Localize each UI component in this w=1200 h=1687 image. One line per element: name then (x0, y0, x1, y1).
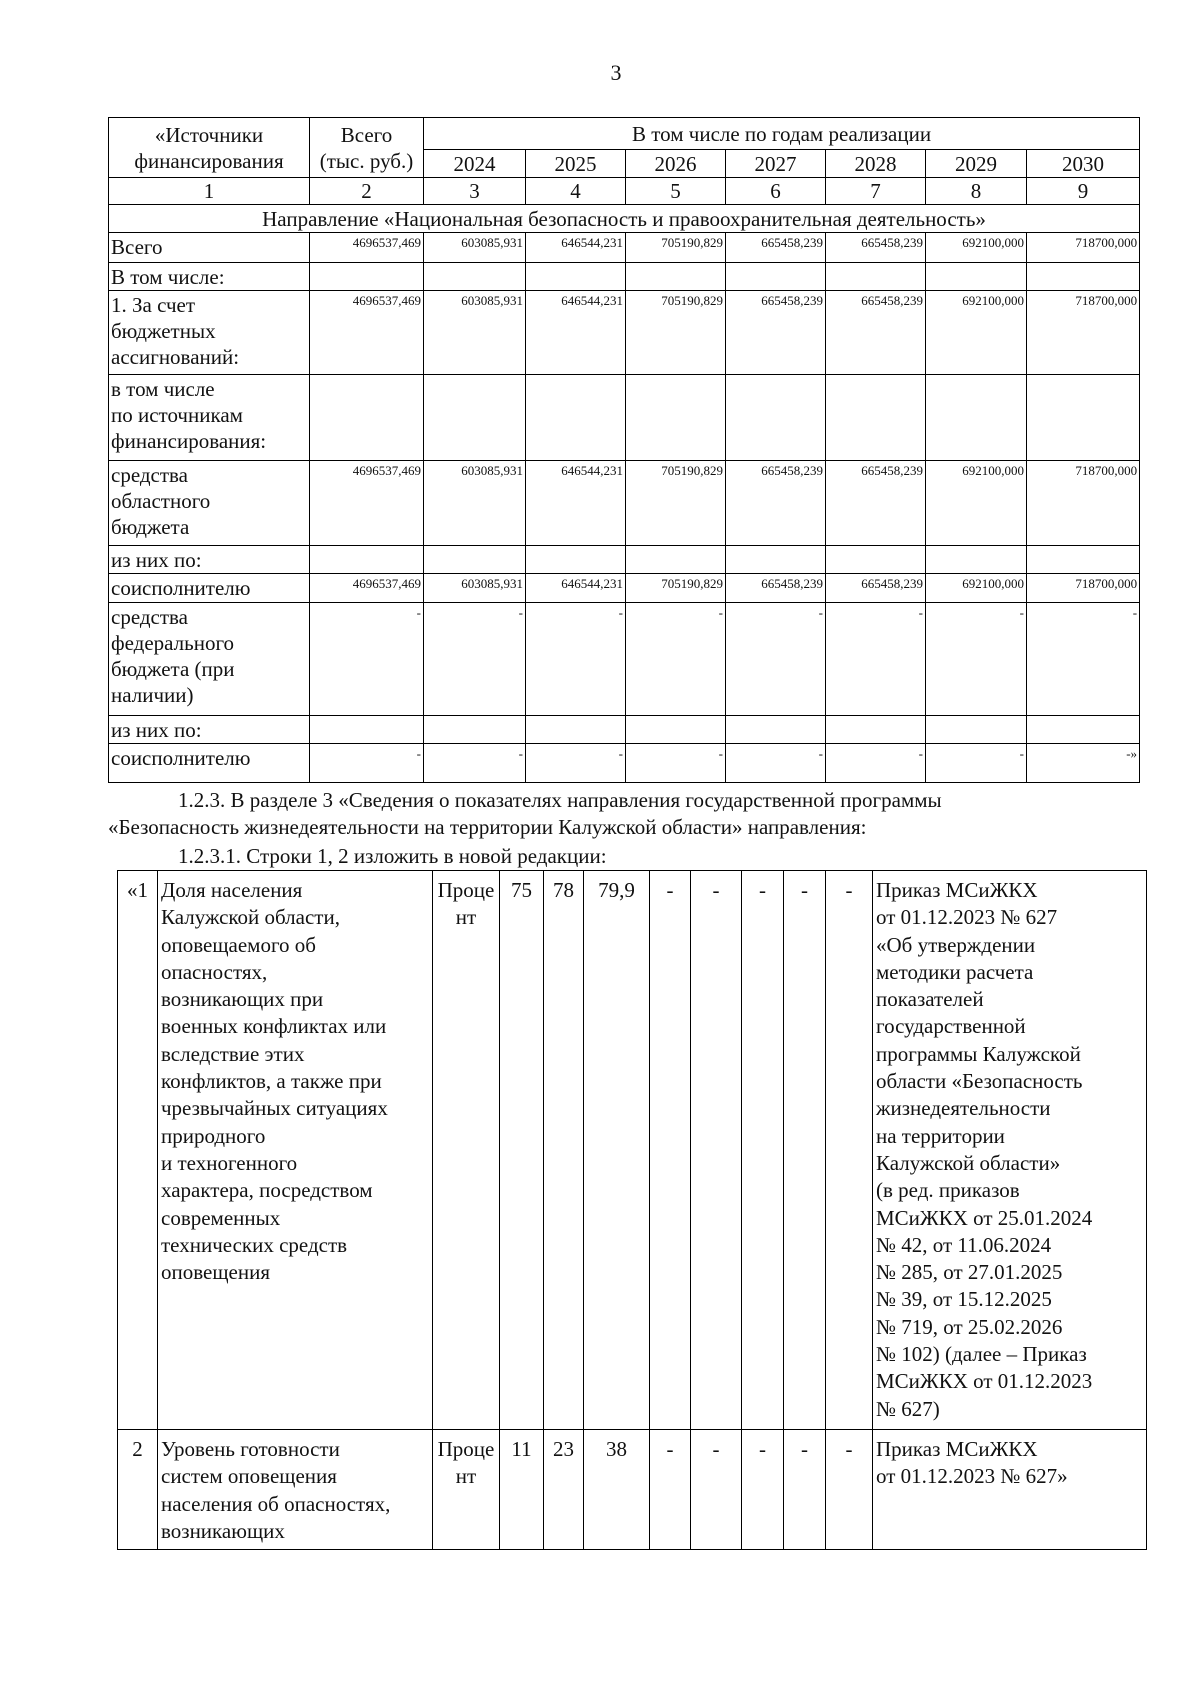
funding-value-cell: 4696537,469 (310, 461, 424, 546)
header-year: 2026 (626, 150, 726, 178)
funding-value-cell: 718700,000 (1027, 233, 1140, 263)
funding-value-cell: 646544,231 (526, 574, 626, 603)
funding-value-cell: - (726, 744, 826, 783)
funding-value-cell (726, 375, 826, 461)
header-years-caption: В том числе по годам реализации (424, 118, 1140, 150)
funding-value-cell: - (424, 603, 526, 716)
funding-value-cell: 665458,239 (826, 233, 926, 263)
column-number: 9 (1027, 178, 1140, 205)
funding-value-cell (826, 263, 926, 291)
funding-value-cell: - (1027, 603, 1140, 716)
column-number: 1 (109, 178, 310, 205)
funding-value-cell: - (310, 744, 424, 783)
indicator-value: 23 (544, 1430, 584, 1550)
funding-value-cell (310, 546, 424, 574)
indicator-number: 2 (118, 1430, 158, 1550)
funding-value-cell (310, 716, 424, 744)
header-year: 2030 (1027, 150, 1140, 178)
funding-row (109, 546, 1140, 574)
indicators-table (117, 870, 1147, 1550)
funding-value-cell: 646544,231 (526, 233, 626, 263)
funding-value-cell: 718700,000 (1027, 461, 1140, 546)
header-year: 2024 (424, 150, 526, 178)
header-total: Всего (тыс. руб.) (310, 118, 424, 178)
funding-value-cell: - (526, 744, 626, 783)
indicator-value: - (691, 871, 742, 1430)
funding-value-cell (626, 716, 726, 744)
funding-value-cell: - (310, 603, 424, 716)
funding-value-cell (726, 263, 826, 291)
paragraph-section-1-2-3: 1.2.3. В разделе 3 «Сведения о показателях направления государственной программы «Безопасность жизнедеятельности на территории Калужской области» направления: (108, 788, 942, 839)
funding-value-cell (1027, 716, 1140, 744)
funding-value-cell: 665458,239 (826, 574, 926, 603)
funding-row (109, 603, 1140, 716)
indicator-document: Приказ МСиЖКХ от 01.12.2023 № 627 «Об утверждении методики расчета показателей государственной программы Калужской области «Безопасность жизнедеятельности на территории Калужской области» (в ред. приказов МСиЖКХ от 25.01.2024 № 42, от 11.06.2024 № 285, от 27.01.2025 № 39, от 15.12.2025 № 719, от 25.02.2026 № 102) (далее – Приказ МСиЖКХ от 01.12.2023 № 627) (873, 871, 1147, 1430)
funding-value-cell: 665458,239 (726, 461, 826, 546)
funding-row (109, 291, 1140, 375)
funding-value-cell: 603085,931 (424, 291, 526, 375)
header-year: 2027 (726, 150, 826, 178)
funding-value-cell: - (526, 603, 626, 716)
funding-value-cell (626, 375, 726, 461)
column-number: 2 (310, 178, 424, 205)
funding-value-cell: 646544,231 (526, 291, 626, 375)
funding-row (109, 716, 1140, 744)
funding-value-cell: 603085,931 (424, 233, 526, 263)
header-year: 2025 (526, 150, 626, 178)
funding-value-cell: - (626, 744, 726, 783)
funding-value-cell: 692100,000 (926, 233, 1027, 263)
funding-value-cell (926, 716, 1027, 744)
funding-value-cell: 4696537,469 (310, 233, 424, 263)
indicator-value: - (691, 1430, 742, 1550)
indicator-unit: Проце нт (433, 1430, 500, 1550)
column-number: 4 (526, 178, 626, 205)
funding-row-label: из них по: (109, 546, 310, 574)
indicator-value: 78 (544, 871, 584, 1430)
header-sources: «Источники финансирования (109, 118, 310, 178)
column-number: 7 (826, 178, 926, 205)
funding-value-cell: 705190,829 (626, 291, 726, 375)
direction-title: Направление «Национальная безопасность и правоохранительная деятельность» (109, 205, 1140, 233)
column-number: 8 (926, 178, 1027, 205)
funding-value-cell: 603085,931 (424, 574, 526, 603)
funding-value-cell: 692100,000 (926, 574, 1027, 603)
indicator-name: Доля населения Калужской области, оповещаемого об опасностях, возникающих при военных конфликтах или вследствие этих конфликтов, а также при чрезвычайных ситуациях природного и техногенного характера, посредством современных технических средств оповещения (158, 871, 433, 1430)
funding-row (109, 263, 1140, 291)
funding-value-cell: - (424, 744, 526, 783)
funding-value-cell: - (926, 744, 1027, 783)
header-row (109, 118, 1140, 150)
funding-value-cell: 665458,239 (826, 291, 926, 375)
indicator-value: - (650, 1430, 691, 1550)
funding-value-cell (626, 546, 726, 574)
funding-value-cell: 665458,239 (826, 461, 926, 546)
funding-value-cell: 646544,231 (526, 461, 626, 546)
funding-value-cell (1027, 546, 1140, 574)
funding-value-cell: 705190,829 (626, 461, 726, 546)
funding-value-cell (726, 546, 826, 574)
funding-value-cell (526, 716, 626, 744)
funding-value-cell (826, 546, 926, 574)
funding-row (109, 375, 1140, 461)
funding-row-label: в том числе по источникам финансирования: (109, 375, 310, 461)
funding-sources-table (108, 117, 1140, 783)
indicator-number: «1 (118, 871, 158, 1430)
indicator-value: - (826, 871, 873, 1430)
funding-value-cell (726, 716, 826, 744)
indicator-unit: Проце нт (433, 871, 500, 1430)
funding-value-cell: 603085,931 (424, 461, 526, 546)
funding-value-cell: 4696537,469 (310, 291, 424, 375)
indicator-value: - (742, 871, 784, 1430)
funding-value-cell: -» (1027, 744, 1140, 783)
funding-value-cell: 705190,829 (626, 574, 726, 603)
funding-row-label: 1. За счет бюджетных ассигнований: (109, 291, 310, 375)
column-numbers-row (109, 178, 1140, 205)
indicator-value: - (650, 871, 691, 1430)
funding-value-cell: 692100,000 (926, 461, 1027, 546)
paragraph-section-1-2-3-1: 1.2.3.1. Строки 1, 2 изложить в новой редакции: (178, 844, 607, 868)
funding-value-cell (1027, 375, 1140, 461)
funding-value-cell: - (826, 603, 926, 716)
funding-value-cell: 4696537,469 (310, 574, 424, 603)
funding-value-cell (526, 263, 626, 291)
funding-value-cell: - (826, 744, 926, 783)
indicator-value: 11 (500, 1430, 544, 1550)
header-year: 2029 (926, 150, 1027, 178)
funding-value-cell (1027, 263, 1140, 291)
funding-value-cell: 665458,239 (726, 574, 826, 603)
funding-row-label: соисполнителю (109, 744, 310, 783)
funding-row-label: средства областного бюджета (109, 461, 310, 546)
funding-value-cell (626, 263, 726, 291)
funding-value-cell: 705190,829 (626, 233, 726, 263)
funding-row (109, 461, 1140, 546)
indicator-value: - (784, 1430, 826, 1550)
indicator-value: 79,9 (584, 871, 650, 1430)
funding-row (109, 574, 1140, 603)
funding-value-cell: 665458,239 (726, 233, 826, 263)
funding-row (109, 744, 1140, 783)
page-number: 3 (610, 60, 622, 85)
funding-value-cell (826, 375, 926, 461)
header-year: 2028 (826, 150, 926, 178)
funding-value-cell: - (726, 603, 826, 716)
indicator-row (118, 871, 1147, 1430)
funding-row-label: средства федерального бюджета (при наличии) (109, 603, 310, 716)
funding-value-cell: 692100,000 (926, 291, 1027, 375)
column-number: 5 (626, 178, 726, 205)
indicator-document: Приказ МСиЖКХ от 01.12.2023 № 627» (873, 1430, 1147, 1550)
indicator-value: - (784, 871, 826, 1430)
funding-value-cell (310, 375, 424, 461)
funding-value-cell: 665458,239 (726, 291, 826, 375)
funding-value-cell: 718700,000 (1027, 574, 1140, 603)
indicator-value: 75 (500, 871, 544, 1430)
funding-value-cell (310, 263, 424, 291)
indicator-row (118, 1430, 1147, 1550)
funding-value-cell: - (926, 603, 1027, 716)
funding-value-cell (424, 263, 526, 291)
funding-value-cell (926, 263, 1027, 291)
funding-value-cell (526, 375, 626, 461)
funding-value-cell (926, 375, 1027, 461)
funding-value-cell (424, 375, 526, 461)
column-number: 6 (726, 178, 826, 205)
funding-value-cell: 718700,000 (1027, 291, 1140, 375)
column-number: 3 (424, 178, 526, 205)
funding-value-cell: - (626, 603, 726, 716)
funding-value-cell (424, 716, 526, 744)
indicator-value: - (826, 1430, 873, 1550)
funding-value-cell (926, 546, 1027, 574)
funding-row (109, 233, 1140, 263)
funding-row-label: Всего (109, 233, 310, 263)
funding-value-cell (424, 546, 526, 574)
funding-row-label: В том числе: (109, 263, 310, 291)
funding-value-cell (526, 546, 626, 574)
funding-row-label: соисполнителю (109, 574, 310, 603)
indicator-name: Уровень готовности систем оповещения населения об опасностях, возникающих (158, 1430, 433, 1550)
funding-row-label: из них по: (109, 716, 310, 744)
indicator-value: 38 (584, 1430, 650, 1550)
direction-row (109, 205, 1140, 233)
indicator-value: - (742, 1430, 784, 1550)
funding-value-cell (826, 716, 926, 744)
